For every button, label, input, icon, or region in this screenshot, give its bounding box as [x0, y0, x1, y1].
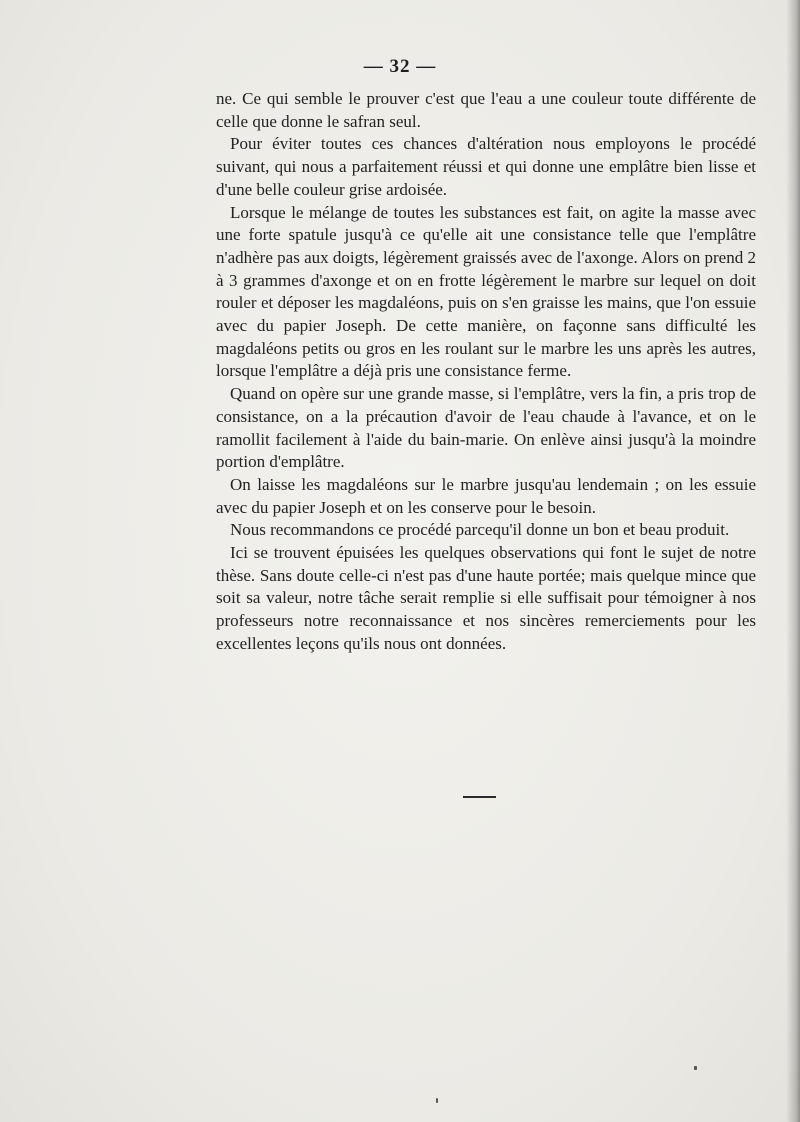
body-text	[216, 88, 756, 656]
page-number: — 32 —	[363, 56, 437, 77]
paragraph-procedure: Pour éviter toutes ces chances d'altération nous employons le procédé suivant, qui nous a parfaitement réussi et qui donne une emplâtre bien lisse et d'une belle couleur grise ardoisée.	[216, 134, 756, 199]
page-edge-shadow	[786, 0, 800, 1122]
paragraph-recommendation: Nous recommandons ce procédé parcequ'il donne un bon et beau produit.	[230, 520, 730, 540]
print-speck	[436, 1098, 438, 1103]
paragraph-conclusion: Ici se trouvent épuisées les quelques observations qui font le sujet de notre thèse. Sans doute celle-ci n'est pas d'une haute portée; mais quelque mince que soit sa valeur, notre tâche serait remplie si elle suffisait pour témoigner à nos professeurs notre reconnaissance et nos sincères remerciements pour les excellentes leçons qu'ils nous ont données.	[216, 543, 756, 653]
paragraph-large-mass: Quand on opère sur une grande masse, si l'emplâtre, vers la fin, a pris trop de consistance, on a la précaution d'avoir de l'eau chaude à l'avance, et on le ramollit facilement à l'aide du bain-marie. On enlève ainsi jusqu'à la moindre portion d'emplâtre.	[216, 384, 756, 472]
paragraph-storage: On laisse les magdaléons sur le marbre jusqu'au lendemain ; on les essuie avec du papier Joseph et on les conserve pour le besoin.	[216, 474, 756, 517]
print-speck	[694, 1066, 697, 1070]
paragraph-mixing: Lorsque le mélange de toutes les substances est fait, on agite la masse avec une forte spatule jusqu'à ce qu'elle ait une consistance telle que l'emplâtre n'adhère pas aux doigts, légèrement graissés avec de l'axonge. Alors on prend 2 à 3 grammes d'axonge et on en frotte légèrement le marbre sur lequel on doit rouler et déposer les magdaléons, puis on s'en graisse les mains, que l'on essuie avec du papier Joseph. De cette manière, on façonne sans difficulté les magdaléons petits ou gros en les roulant sur le marbre les uns après les autres, lorsque l'emplâtre a déjà pris une consistance ferme.	[216, 202, 756, 381]
paragraph-continuation: ne. Ce qui semble le prouver c'est que l'eau a une couleur toute différente de celle que donne le safran seul.	[216, 89, 756, 131]
end-rule-divider	[463, 796, 496, 798]
